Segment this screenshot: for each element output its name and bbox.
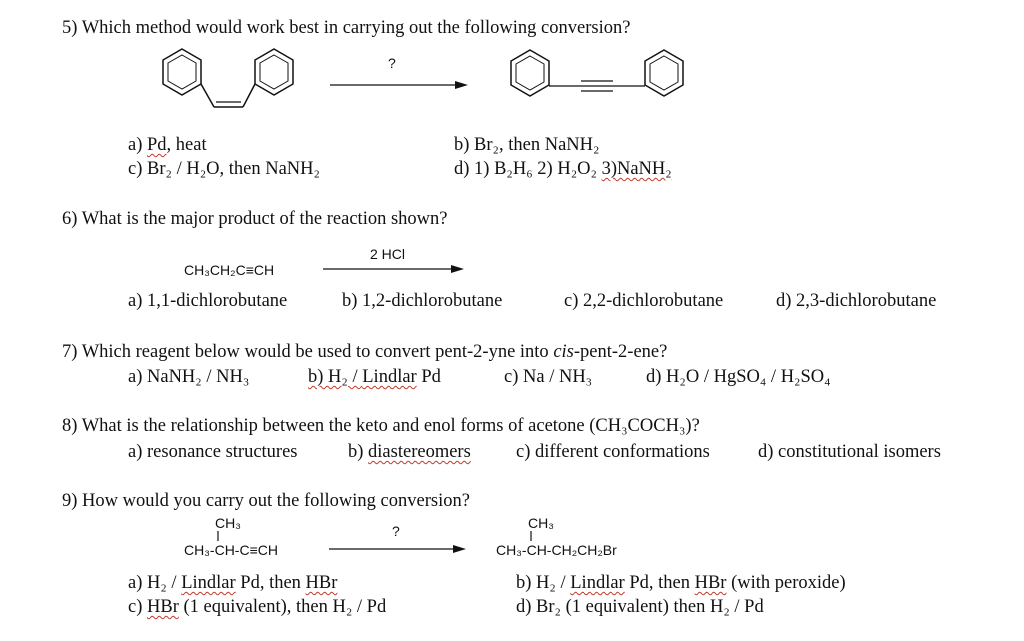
- q9-option-c[interactable]: c) HBr (1 equivalent), then H₂ / Pd: [128, 597, 387, 617]
- q6-option-d[interactable]: d) 2,3-dichlorobutane: [776, 291, 937, 311]
- q5-option-d[interactable]: d) 1) B₂H₆ 2) H₂O₂ 3)NaNH₂: [454, 159, 672, 179]
- q9-arrow-label: ?: [392, 523, 400, 539]
- q5-option-b[interactable]: b) Br₂, then NaNH₂: [454, 135, 600, 155]
- q7-question: 7) Which reagent below would be used to convert pent-2-yne into cis-pent-2-ene?: [62, 342, 668, 362]
- q5-option-d-nanh2: 3)NaNH₂: [601, 159, 672, 179]
- q8-option-c[interactable]: c) different conformations: [516, 442, 710, 462]
- q8-option-b[interactable]: b) diastereomers: [348, 442, 471, 462]
- q7-option-b[interactable]: b) H₂ / Lindlar Pd: [308, 367, 441, 387]
- q7-option-b-lindlar: Lindlar: [362, 367, 417, 387]
- q9-option-b-hbr: HBr: [694, 573, 727, 593]
- q9-product-main: CH₃-CH-CH₂CH₂Br: [496, 542, 617, 558]
- q5-arrow-label: ?: [388, 55, 396, 71]
- q9-product-branch: CH₃: [528, 515, 554, 531]
- q8-question: 8) What is the relationship between the keto and enol forms of acetone (CH₃COCH₃)?: [62, 416, 700, 436]
- q9-question: 9) How would you carry out the following conversion?: [62, 491, 470, 511]
- q6-option-b[interactable]: b) 1,2-dichlorobutane: [342, 291, 503, 311]
- q8-option-a[interactable]: a) resonance structures: [128, 442, 298, 462]
- q5-option-a-pd: Pd: [147, 135, 167, 155]
- q9-option-a-lindlar: Lindlar: [181, 573, 236, 593]
- q6-option-a[interactable]: a) 1,1-dichlorobutane: [128, 291, 288, 311]
- q5-option-c[interactable]: c) Br₂ / H₂O, then NaNH₂: [128, 159, 320, 179]
- q9-option-c-hbr: HBr: [147, 597, 179, 617]
- q9-option-a-hbr: HBr: [305, 573, 338, 593]
- q8-option-d[interactable]: d) constitutional isomers: [758, 442, 941, 462]
- q6-option-c[interactable]: c) 2,2-dichlorobutane: [564, 291, 724, 311]
- q9-option-d[interactable]: d) Br₂ (1 equivalent) then H₂ / Pd: [516, 597, 764, 617]
- q6-question: 6) What is the major product of the reaction shown?: [62, 209, 448, 229]
- q9-reactant-branch: CH₃: [215, 515, 241, 531]
- q9-option-a[interactable]: a) H₂ / Lindlar Pd, then HBr: [128, 573, 338, 593]
- q9-option-b-lindlar: Lindlar: [570, 573, 625, 593]
- q6-reagent: 2 HCl: [370, 246, 406, 262]
- q5-question: 5) Which method would work best in carrying out the following conversion?: [62, 18, 631, 38]
- q8-option-b-word: diastereomers: [368, 442, 471, 462]
- q7-option-c[interactable]: c) Na / NH₃: [504, 367, 593, 387]
- q9-reactant-main: CH₃-CH-C≡CH: [184, 542, 278, 558]
- q6-reactant: CH₃CH₂C≡CH: [184, 262, 275, 278]
- q7-option-a[interactable]: a) NaNH₂ / NH₃: [128, 367, 250, 387]
- q7-option-d[interactable]: d) H₂O / HgSO₄ / H₂SO₄: [646, 367, 831, 387]
- q5-option-a[interactable]: a) Pd, heat: [128, 135, 207, 155]
- q9-option-b[interactable]: b) H₂ / Lindlar Pd, then HBr (with peroxide): [516, 573, 846, 593]
